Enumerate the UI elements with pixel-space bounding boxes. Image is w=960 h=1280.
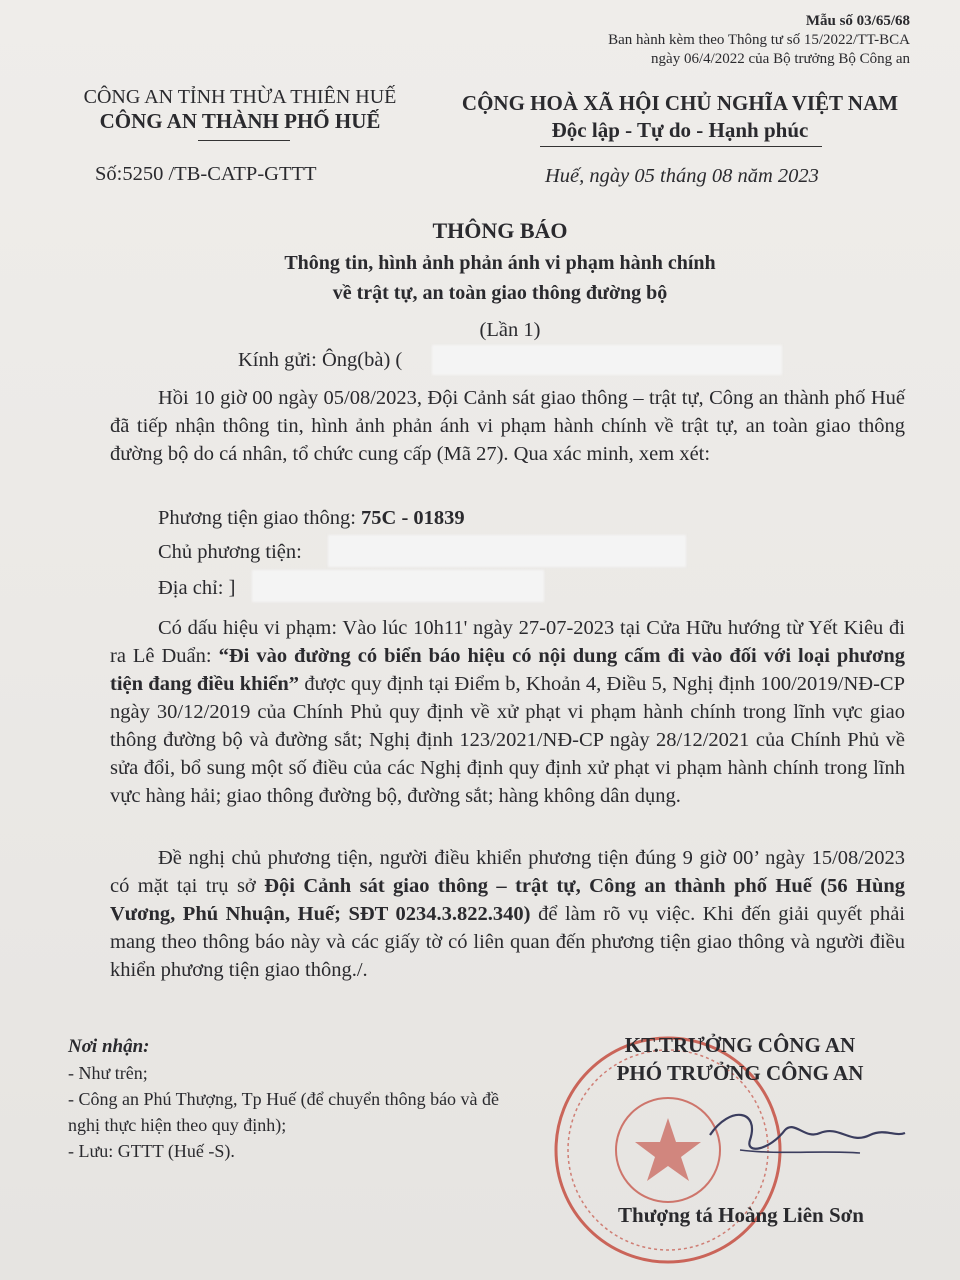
recipients-heading: Nơi nhận:	[68, 1036, 150, 1057]
violation-description: “Đi vào đường có biển báo hiệu có nội dung cấm đi vào đối với loại phương tiện đang điều khiển”	[110, 645, 905, 695]
request-rest: để làm rõ vụ việc. Khi đến giải quyết phải mang theo thông báo này và các giấy tờ có liên quan đến phương tiện giao thông và người điều khiển phương tiện giao thông./.	[110, 903, 905, 981]
agency-underline	[198, 140, 290, 141]
nation-name: CỘNG HOÀ XÃ HỘI CHỦ NGHĨA VIỆT NAM	[461, 91, 899, 115]
request-venue: Đội Cảnh sát giao thông – trật tự, Công an thành phố Huế (56 Hùng Vương, Phú Nhuận, Huế; SĐT 0234.3.822.340)	[110, 875, 906, 925]
address-label: Địa chỉ: ]	[158, 577, 236, 599]
request-lead: Đề nghị chủ phương tiện, người điều khiển phương tiện đúng 9 giờ 00’ ngày 15/08/2023 có mặt tại trụ sở	[110, 847, 905, 897]
document-number: Số:5250 /TB-CATP-GTTT	[95, 163, 317, 185]
signer-name: Thượng tá Hoàng Liên Sơn	[618, 1203, 864, 1227]
handwritten-signature	[700, 1095, 910, 1175]
document-subtitle-1: Thông tin, hình ảnh phản ánh vi phạm hành chính	[284, 252, 716, 274]
violation-paragraph	[110, 614, 905, 810]
form-ref-line1: Ban hành kèm theo Thông tư số 15/2022/TT-BCA	[608, 32, 910, 48]
signature-title-2: PHÓ TRƯỞNG CÔNG AN	[616, 1061, 864, 1085]
document-title: THÔNG BÁO	[432, 218, 568, 243]
redacted-owner	[328, 535, 686, 567]
recipient-item: - Như trên;	[68, 1063, 148, 1083]
violation-lead: Có dấu hiệu vi phạm: Vào lúc 10h11' ngày 27-07-2023 tại Cửa Hữu hướng từ Yết Kiêu đi ra Lê Duẩn:	[110, 617, 905, 667]
vehicle-label: Phương tiện giao thông:	[158, 507, 362, 529]
form-code: Mẫu số 03/65/68	[805, 13, 910, 29]
nation-motto: Độc lập - Tự do - Hạnh phúc	[551, 118, 809, 142]
recipient-item: - Công an Phú Thượng, Tp Huế (để chuyển thông báo và đề nghị thực hiện theo quy định);	[68, 1089, 500, 1135]
document-subtitle-2: về trật tự, an toàn giao thông đường bộ	[332, 282, 668, 304]
form-ref-line2: ngày 06/4/2022 của Bộ trưởng Bộ Công an	[651, 51, 910, 67]
request-paragraph	[110, 844, 905, 984]
motto-underline	[540, 146, 822, 147]
recipients-block	[68, 1034, 518, 1164]
agency-name: CÔNG AN THÀNH PHỐ HUẾ	[99, 109, 381, 133]
redacted-address	[252, 570, 544, 602]
addressee-label: Kính gửi: Ông(bà) (	[238, 349, 403, 371]
signature-title-1: KT.TRƯỞNG CÔNG AN	[624, 1033, 856, 1057]
issue-number: (Lần 1)	[479, 319, 541, 341]
vehicle-plate: 75C - 01839	[361, 507, 465, 529]
redacted-addressee	[432, 345, 782, 375]
place-date: Huế, ngày 05 tháng 08 năm 2023	[545, 165, 819, 187]
agency-header	[40, 86, 440, 134]
intro-paragraph: Hồi 10 giờ 00 ngày 05/08/2023, Đội Cảnh sát giao thông – trật tự, Công an thành phố Huế đã tiếp nhận thông tin, hình ảnh phản ánh vi phạm hành chính về trật tự, an toàn giao thông đường bộ do cá nhân, tổ chức cung cấp (Mã 27). Qua xác minh, xem xét:	[110, 387, 905, 465]
agency-parent: CÔNG AN TỈNH THỪA THIÊN HUẾ	[83, 86, 397, 108]
vehicle-line	[158, 504, 465, 532]
recipient-item: - Lưu: GTTT (Huế -S).	[68, 1141, 235, 1161]
form-reference	[608, 12, 910, 69]
violation-legal-basis: được quy định tại Điểm b, Khoản 4, Điều 5, Nghị định 100/2019/NĐ-CP ngày 30/12/2019 của Chính Phủ quy định về xử phạt vi phạm hành chính trong lĩnh vực giao thông đường bộ và đường sắt; Nghị định 123/2021/NĐ-CP ngày 28/12/2021 của Chính Phủ về sửa đổi, bổ sung một số điều của các Nghị định quy định xử phạt vi phạm hành chính trong lĩnh vực hàng hải; giao thông đường bộ, đường sắt; hàng không dân dụng.	[110, 673, 905, 807]
owner-label: Chủ phương tiện:	[158, 541, 302, 563]
